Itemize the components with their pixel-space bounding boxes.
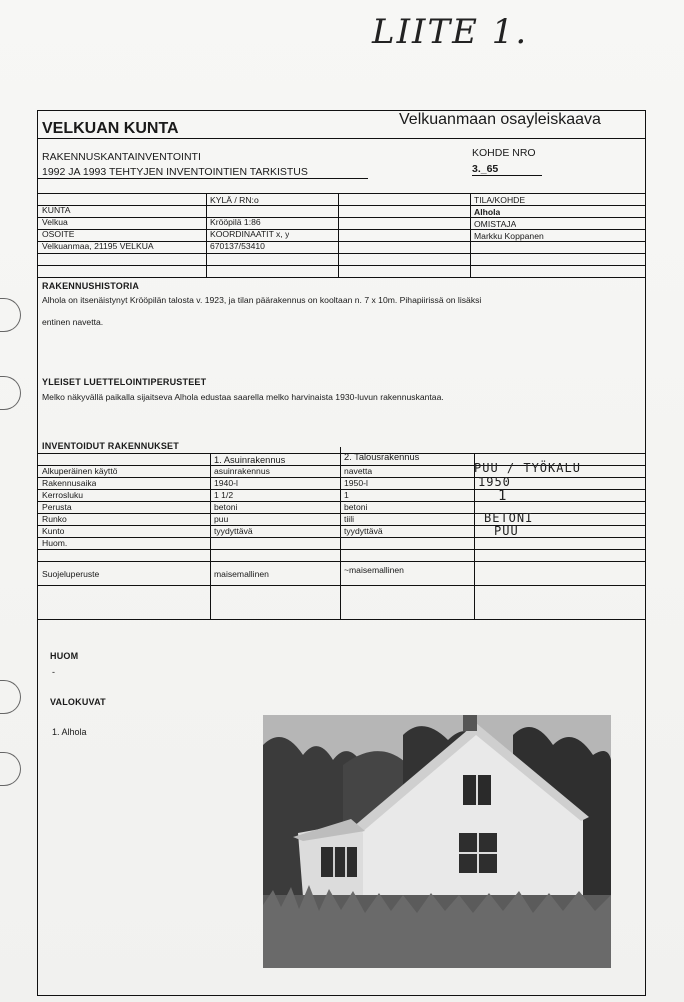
row-value-1-perusta: betoni [214, 502, 238, 512]
row-label-perusta: Perusta [42, 502, 72, 512]
house-photo [263, 715, 611, 968]
row-value-2-rakennusaika: 1950-l [344, 478, 368, 488]
buildings-title: INVENTOIDUT RAKENNUKSET [42, 441, 179, 451]
suojeluperuste-label: Suojeluperuste [42, 569, 100, 579]
row-value-2-alkuperainen-kaytto: navetta [344, 466, 373, 476]
grounds-text: Melko näkyvällä paikalla sijaitseva Alhola edustaa saarella melko harvinaista 1930-luvun rakennuskantaa. [42, 392, 444, 402]
row-label-rakennusaika: Rakennusaika [42, 478, 97, 488]
tila-label: TILA/KOHDE [474, 195, 526, 205]
kunta-label: KUNTA [42, 205, 71, 215]
huom-text: - [52, 667, 55, 677]
handwritten-attachment-label: LIITE 1. [372, 12, 529, 52]
osoite-label: OSOITE [42, 229, 75, 239]
row-value-1-alkuperainen-kaytto: asuinrakennus [214, 466, 270, 476]
row-value-1-rakennusaika: 1940-l [214, 478, 238, 488]
huom-title: HUOM [50, 651, 79, 661]
municipality-title: VELKUAN KUNTA [42, 120, 179, 137]
kohde-value: 3._65 [472, 163, 499, 175]
row-value-2-perusta: betoni [344, 502, 368, 512]
omistaja-label: OMISTAJA [474, 219, 517, 229]
history-title: RAKENNUSHISTORIA [42, 281, 140, 291]
koordinaatit-value: 670137/53410 [210, 241, 265, 251]
row-value-2-kunto: tyydyttävä [344, 526, 383, 536]
plan-title: Velkuanmaan osayleiskaava [399, 111, 601, 128]
osoite-value: Velkuanmaa, 21195 VELKUA [42, 241, 154, 251]
tila-value: Alhola [474, 207, 501, 217]
history-text-line1: Alhola on itsenäistynyt Krööpilän talosta v. 1923, ja tilan päärakennus on kooltaan n. 7 x 10m. Pihapiirissä on lisäksi [42, 295, 482, 305]
history-text-line2: entinen navetta. [42, 317, 104, 327]
koordinaatit-label: KOORDINAATIT x, y [210, 229, 290, 239]
building-1-header: 1. Asuinrakennus [214, 455, 286, 465]
handwritten-rakennusaika: 1950 [478, 475, 511, 489]
inventory-form [37, 110, 646, 996]
kohde-label: KOHDE NRO [472, 147, 536, 159]
handwritten-kerrosluku: 1 [498, 488, 508, 504]
row-value-1-kunto: tyydyttävä [214, 526, 253, 536]
omistaja-value: Markku Koppanen [474, 231, 544, 241]
handwritten-kaytto: PUU / TYÖKALU [474, 461, 581, 475]
row-value-2-kerrosluku: 1 [344, 490, 349, 500]
building-2-header: 2. Talousrakennus [344, 452, 420, 462]
row-value-1-runko: puu [214, 514, 229, 524]
row-label-huom: Huom. [42, 538, 68, 548]
photos-title: VALOKUVAT [50, 697, 106, 707]
handwritten-runko: PUU [494, 524, 519, 538]
row-label-kunto: Kunto [42, 526, 65, 536]
row-value-1-kerrosluku: 1 1/2 [214, 490, 234, 500]
grounds-title: YLEISET LUETTELOINTIPERUSTEET [42, 377, 207, 387]
photo-caption: 1. Alhola [52, 727, 87, 737]
row-value-2-runko: tiili [344, 514, 355, 524]
row-label-alkuperainen-kaytto: Alkuperäinen käyttö [42, 466, 118, 476]
kyla-value: Krööpilä 1:86 [210, 217, 261, 227]
suojeluperuste-value-2: ~maisemallinen [344, 565, 404, 575]
suojeluperuste-value-1: maisemallinen [214, 569, 269, 579]
handwritten-perusta: BETONI [484, 511, 534, 525]
kyla-label: KYLÄ / RN:o [210, 195, 259, 205]
inventory-title: RAKENNUSKANTAINVENTOINTI [42, 151, 201, 163]
row-label-kerrosluku: Kerrosluku [42, 490, 84, 500]
row-label-runko: Runko [42, 514, 67, 524]
kunta-value: Velkua [42, 217, 68, 227]
inventory-subtitle: 1992 JA 1993 TEHTYJEN INVENTOINTIEN TARKISTUS [42, 166, 308, 178]
